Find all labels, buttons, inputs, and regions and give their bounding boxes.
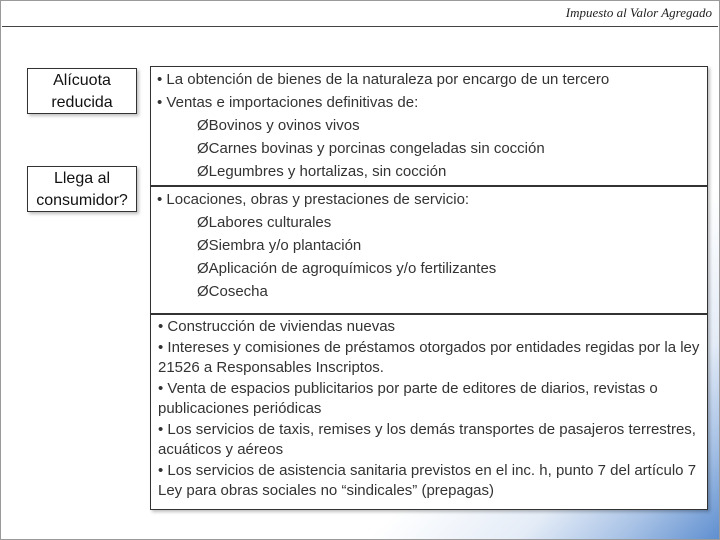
label-line: Llega al: [53, 170, 111, 187]
paragraph-item: • Venta de espacios publicitarios por parte de editores de diarios, revistas o publicaciones periódicas: [158, 379, 658, 417]
sub-item: ØCarnes bovinas y porcinas congeladas sin cocción: [197, 140, 545, 157]
bullet-item: • Locaciones, obras y prestaciones de servicio:: [157, 191, 470, 208]
label-llega-al-consumidor: [27, 166, 137, 212]
paragraph-item: • Los servicios de asistencia sanitaria previstos en el inc. h, punto 7 del artículo 7 Ley para obras sociales no “sindicales” (prepagas): [158, 461, 697, 499]
label-alicuota-reducida: [27, 68, 137, 114]
paragraph-item: • Construcción de viviendas nuevas: [158, 318, 396, 335]
label-line: reducida: [51, 94, 113, 111]
label-line: Alícuota: [53, 72, 111, 89]
bullet-item: • Ventas e importaciones definitivas de:: [157, 94, 419, 111]
bullet-item: • La obtención de bienes de la naturaleza por encargo de un tercero: [157, 71, 610, 88]
label-line: consumidor?: [36, 192, 128, 209]
content-box-bienes: [150, 66, 708, 186]
content-box-servicios: [150, 186, 708, 314]
content-box-otros: [150, 314, 708, 510]
sub-item: ØBovinos y ovinos vivos: [197, 117, 360, 134]
header-divider: [2, 26, 718, 27]
paragraph-item: • Los servicios de taxis, remises y los demás transportes de pasajeros terrestres, acuáticos y aéreos: [158, 420, 696, 458]
paragraph-item: • Intereses y comisiones de préstamos otorgados por entidades regidas por la ley 21526 a Responsables Inscriptos.: [158, 338, 700, 376]
sub-item: ØLegumbres y hortalizas, sin cocción: [197, 163, 447, 180]
sub-item: ØLabores culturales: [197, 214, 332, 231]
header-title: Impuesto al Valor Agregado: [565, 5, 712, 20]
sub-item: ØAplicación de agroquímicos y/o fertilizantes: [197, 260, 497, 277]
sub-item: ØCosecha: [197, 283, 268, 300]
sub-item: ØSiembra y/o plantación: [197, 237, 362, 254]
